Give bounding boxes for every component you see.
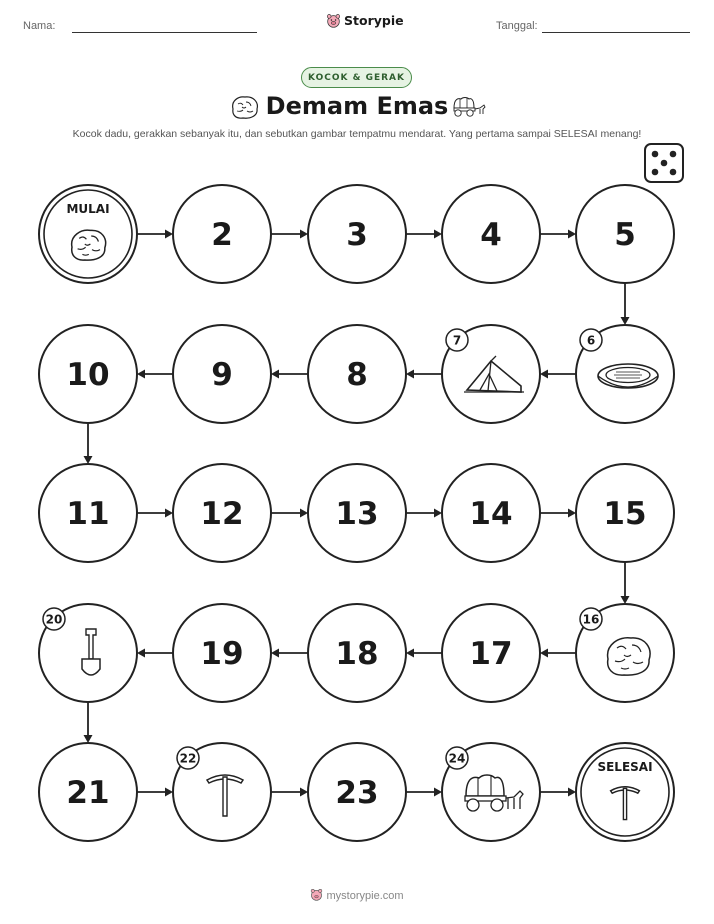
space-number: 17 [469, 636, 513, 672]
arrow-head [434, 509, 442, 518]
space-number: 13 [335, 496, 379, 532]
space-number: 11 [66, 496, 110, 532]
board-space-9[interactable] [173, 325, 271, 423]
space-number: 18 [335, 636, 379, 672]
board-space-18[interactable] [308, 604, 406, 702]
space-number: 22 [179, 751, 197, 766]
arrow-head [434, 788, 442, 797]
board-space-21[interactable] [39, 743, 137, 841]
space-number: 20 [45, 612, 63, 627]
gold-nugget-icon [72, 230, 106, 260]
brand-name: Storypie [344, 13, 404, 28]
space-number: 21 [66, 775, 110, 811]
space-number: 23 [335, 775, 379, 811]
space-number: 19 [200, 636, 244, 672]
gold-pan-icon [598, 364, 658, 388]
arrow-head [434, 230, 442, 239]
arrow-head [165, 230, 173, 239]
arrow-head [271, 370, 279, 379]
space-number: 10 [66, 357, 110, 393]
space-number: 7 [452, 333, 462, 348]
board-space-5[interactable] [576, 185, 674, 283]
name-label: Nama: [23, 20, 56, 32]
arrow-head [568, 230, 576, 239]
board-space-13[interactable] [308, 464, 406, 562]
category-badge: KOCOK & GERAK [301, 67, 412, 88]
arrow-head [137, 649, 145, 658]
board-space-20[interactable] [39, 604, 137, 702]
arrow-head [300, 509, 308, 518]
space-number: 15 [603, 496, 647, 532]
footer-text: mystorypie.com [326, 890, 404, 902]
arrow-head [568, 509, 576, 518]
board-space-2[interactable] [173, 185, 271, 283]
space-number: 4 [480, 217, 502, 253]
arrow-head [540, 370, 548, 379]
board-space-3[interactable] [308, 185, 406, 283]
space-number: 2 [211, 217, 233, 253]
arrow-head [540, 649, 548, 658]
arrow-head [568, 788, 576, 797]
pig-mascot-icon [310, 888, 323, 901]
space-number: 8 [346, 357, 368, 393]
space-number: 14 [469, 496, 513, 532]
space-number: 9 [211, 357, 233, 393]
arrow-head [84, 456, 93, 464]
board-space-17[interactable] [442, 604, 540, 702]
board-space-23[interactable] [308, 743, 406, 841]
board-space-22[interactable] [173, 743, 271, 841]
arrow-head [165, 788, 173, 797]
arrow-head [621, 596, 630, 604]
footer-link[interactable] [0, 888, 714, 902]
gold-nugget-icon [608, 638, 650, 675]
board-space-10[interactable] [39, 325, 137, 423]
board-space-14[interactable] [442, 464, 540, 562]
arrow-head [165, 509, 173, 518]
board-space-11[interactable] [39, 464, 137, 562]
board-space-19[interactable] [173, 604, 271, 702]
date-label: Tanggal: [496, 20, 538, 32]
arrow-head [300, 230, 308, 239]
space-number: 6 [586, 333, 596, 348]
arrow-head [406, 370, 414, 379]
page-title: Demam Emas [265, 92, 449, 120]
arrow-head [84, 735, 93, 743]
board-space-15[interactable] [576, 464, 674, 562]
start-label: MULAI [66, 202, 110, 216]
finish-label: SELESAI [597, 760, 653, 774]
arrow-head [137, 370, 145, 379]
arrow-head [406, 649, 414, 658]
arrow-head [271, 649, 279, 658]
space-number: 24 [448, 751, 466, 766]
space-number: 12 [200, 496, 244, 532]
arrow-head [300, 788, 308, 797]
space-number: 3 [346, 217, 368, 253]
space-number: 16 [582, 612, 600, 627]
instructions-text: Kocok dadu, gerakkan sebanyak itu, dan sebutkan gambar tempatmu mendarat. Yang pertama sampai SELESAI menang! [72, 128, 642, 140]
arrow-head [621, 317, 630, 325]
board-space-12[interactable] [173, 464, 271, 562]
board-space-4[interactable] [442, 185, 540, 283]
board-space-8[interactable] [308, 325, 406, 423]
space-number: 5 [614, 217, 636, 253]
